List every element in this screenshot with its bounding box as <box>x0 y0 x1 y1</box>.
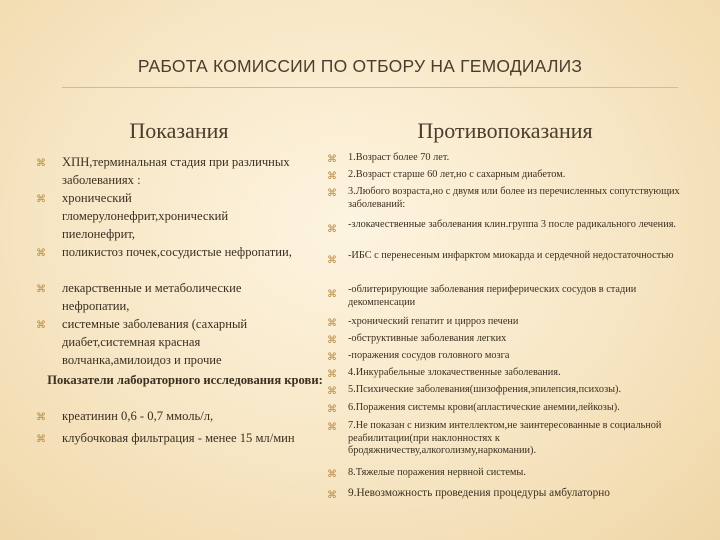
bullet-icon: ⌘ <box>327 154 337 165</box>
indication-item: лекарственные и метаболические нефропатии, <box>62 281 242 313</box>
bullet-icon: ⌘ <box>327 404 337 415</box>
contraindication-item: 9.Невозможность проведения процедуры амбулаторно <box>348 487 610 499</box>
indication-item: поликистоз почек,сосудистые нефропатии, <box>62 245 292 259</box>
bullet-icon: ⌘ <box>327 289 337 300</box>
bullet-icon: ⌘ <box>327 490 337 501</box>
bullet-icon: ⌘ <box>327 224 337 235</box>
contraindication-item: -облитерирующие заболевания периферических сосудов в стадии декомпенсации <box>348 284 637 308</box>
contraindication-item: -хронический гепатит и цирроз печени <box>348 316 519 327</box>
bullet-icon: ⌘ <box>36 194 46 205</box>
contraindication-item: 7.Не показан с низким интеллектом,не заинтересованные в социальной реабилитации(при наклонностях к бродяжничеству,алкоголизму,наркомании). <box>348 420 662 457</box>
bullet-icon: ⌘ <box>327 335 337 346</box>
lab-item: креатинин 0,6 - 0,7 ммоль/л, <box>62 409 214 423</box>
bullet-icon: ⌘ <box>36 284 46 295</box>
indications-heading: Показания <box>129 118 229 143</box>
contraindication-item: 6.Поражения системы крови(апластические анемии,лейкозы). <box>348 402 620 413</box>
bullet-icon: ⌘ <box>327 171 337 182</box>
bullet-icon: ⌘ <box>36 412 46 423</box>
bullet-icon: ⌘ <box>327 422 337 433</box>
contraindications-heading: Противопоказания <box>417 118 593 143</box>
bullet-icon: ⌘ <box>36 434 46 445</box>
bullet-icon: ⌘ <box>36 320 46 331</box>
bullet-icon: ⌘ <box>327 318 337 329</box>
bullet-icon: ⌘ <box>327 255 337 266</box>
contraindication-item: 3.Любого возраста,но с двумя или более из перечисленных сопутствующих заболеваний: <box>348 186 680 210</box>
contraindication-item: 1.Возраст более 70 лет. <box>348 152 450 163</box>
indication-item: хронический гломерулонефрит,хронический пиелонефрит, <box>62 191 229 241</box>
indication-item: ХПН,терминальная стадия при различных заболеваниях : <box>62 155 290 187</box>
bullet-icon: ⌘ <box>327 352 337 363</box>
title-underline <box>62 87 678 88</box>
bullet-icon: ⌘ <box>327 469 337 480</box>
slide-title: РАБОТА КОМИССИИ ПО ОТБОРУ НА ГЕМОДИАЛИЗ <box>137 56 583 76</box>
contraindication-item: -поражения сосудов головного мозга <box>348 350 510 361</box>
contraindication-item: 2.Возраст старше 60 лет,но с сахарным диабетом. <box>348 169 566 180</box>
contraindication-item: -обструктивные заболевания легких <box>348 333 507 344</box>
contraindication-item: 4.Инкурабельные злокачественные заболевания. <box>348 367 561 378</box>
lab-item: клубочковая фильтрация - менее 15 мл/мин <box>62 431 295 445</box>
bullet-icon: ⌘ <box>327 188 337 199</box>
bullet-icon: ⌘ <box>327 369 337 380</box>
bullet-icon: ⌘ <box>327 386 337 397</box>
indication-item: системные заболевания (сахарный диабет,системная красная волчанка,амилоидоз и прочие <box>62 317 248 367</box>
contraindication-item: 5.Психические заболевания(шизофрения,эпилепсия,психозы). <box>348 384 622 395</box>
bullet-icon: ⌘ <box>36 158 46 169</box>
lab-heading: Показатели лабораторного исследования крови: <box>47 373 323 387</box>
contraindication-item: -злокачественные заболевания клин.группа 3 после радикального лечения. <box>348 219 677 230</box>
contraindication-item: 8.Тяжелые поражения нервной системы. <box>348 467 526 478</box>
bullet-icon: ⌘ <box>36 248 46 259</box>
contraindication-item: -ИБС с перенесеным инфарктом миокарда и сердечной недостаточностью <box>348 250 674 261</box>
